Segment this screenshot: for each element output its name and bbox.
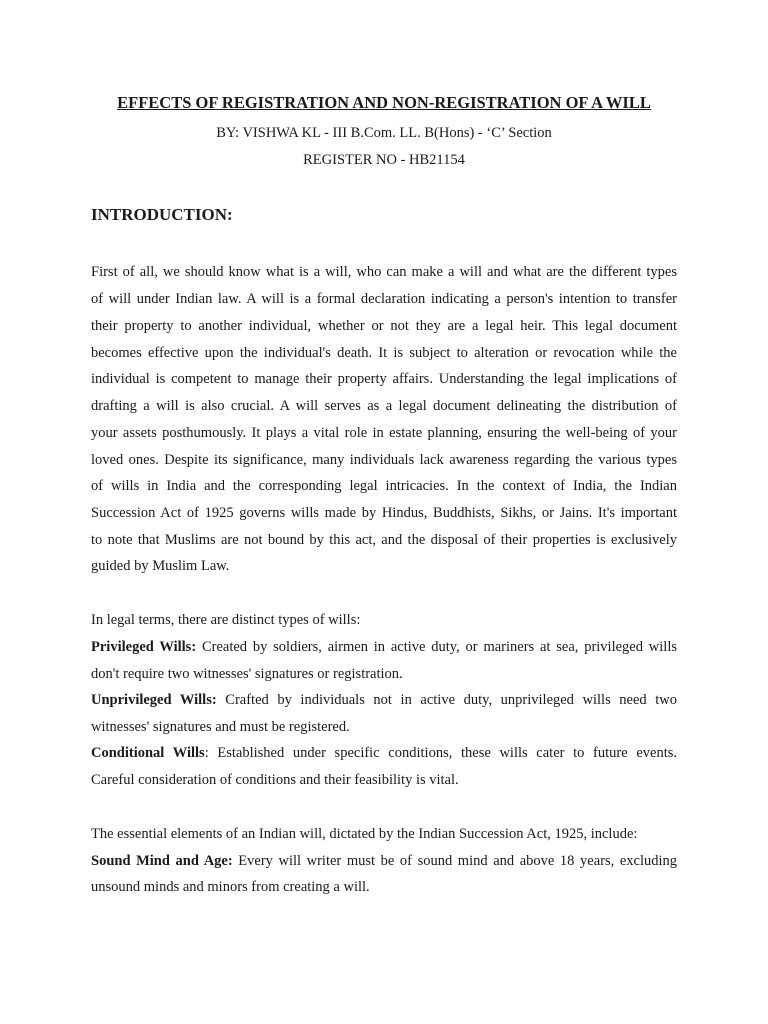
intro-line: your assets posthumously. It plays a vital role in estate planning, ensuring the well-being of your [91,425,677,441]
intro-line: to note that Muslims are not bound by this act, and the disposal of their properties is exclusively [91,532,677,548]
privileged-wills-text: Created by soldiers, airmen in active duty, or mariners at sea, privileged wills [196,639,677,655]
unprivileged-wills-line [91,690,677,710]
register-number: REGISTER NO - HB21154 [303,152,465,168]
document-title: EFFECTS OF REGISTRATION AND NON-REGISTRATION OF A WILL [117,93,651,112]
intro-line: individual is competent to manage their property affairs. Understanding the legal implications of [91,371,677,387]
conditional-wills-line-2: Careful consideration of conditions and their feasibility is vital. [91,772,459,788]
unprivileged-wills-term: Unprivileged Wills: [91,692,217,708]
intro-line: becomes effective upon the individual's death. It is subject to alteration or revocation while the [91,345,677,361]
sound-mind-text: Every will writer must be of sound mind and above 18 years, excluding [232,853,677,869]
intro-line: guided by Muslim Law. [91,558,230,574]
conditional-wills-term: Conditional Wills [91,745,205,761]
conditional-wills-text: : Established under specific conditions, these wills cater to future events. [204,745,677,761]
unprivileged-wills-line-2: witnesses' signatures and must be registered. [91,719,350,735]
elements-intro: The essential elements of an Indian will, dictated by the Indian Succession Act, 1925, include: [91,826,638,842]
sound-mind-line [91,851,677,871]
privileged-wills-line-2: don't require two witnesses' signatures or registration. [91,666,403,682]
privileged-wills-line [91,637,677,657]
sound-mind-term: Sound Mind and Age: [91,853,233,869]
privileged-wills-term: Privileged Wills: [91,639,197,655]
intro-line: their property to another individual, whether or not they are a legal heir. This legal document [91,318,677,334]
author-byline: BY: VISHWA KL - III B.Com. LL. B(Hons) - ‘C’ Section [216,125,552,141]
intro-line: of wills in India and the corresponding legal intricacies. In the context of India, the Indian [91,478,677,494]
intro-line: First of all, we should know what is a will, who can make a will and what are the different types [91,264,677,280]
types-intro: In legal terms, there are distinct types of wills: [91,612,361,628]
intro-line: of will under Indian law. A will is a formal declaration indicating a person's intention to transfer [91,291,677,307]
unprivileged-wills-text: Crafted by individuals not in active duty, unprivileged wills need two [216,692,678,708]
conditional-wills-line [91,743,677,763]
sound-mind-line-2: unsound minds and minors from creating a will. [91,879,370,895]
intro-line: drafting a will is also crucial. A will serves as a legal document delineating the distribution of [91,398,677,414]
intro-line: loved ones. Despite its significance, many individuals lack awareness regarding the various types [91,452,677,468]
intro-line: Succession Act of 1925 governs wills made by Hindus, Buddhists, Sikhs, or Jains. It's important [91,505,677,521]
introduction-heading: INTRODUCTION: [91,205,233,224]
